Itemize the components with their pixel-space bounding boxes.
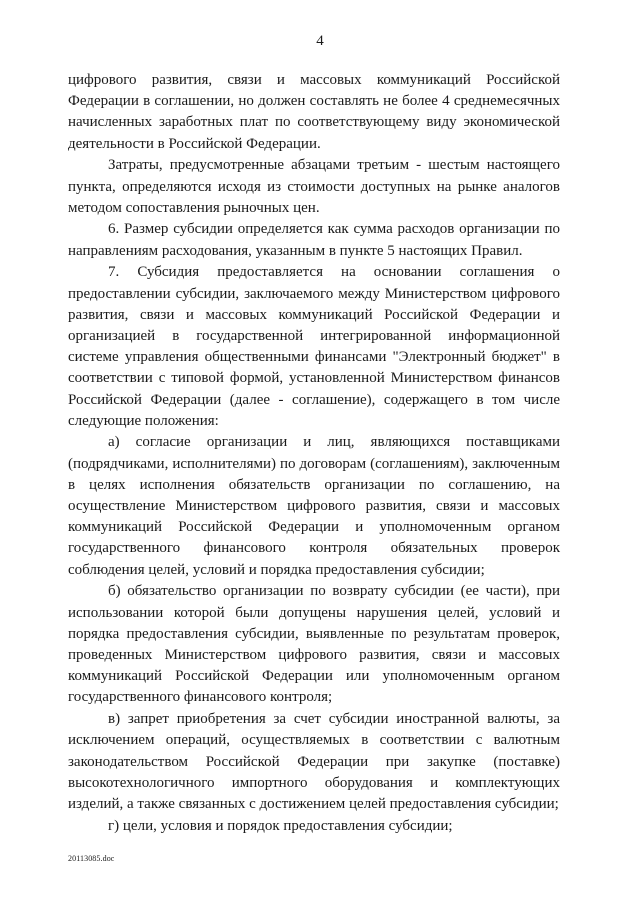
- paragraph-item-7: 7. Субсидия предоставляется на основании соглашения о предоставлении субсидии, заключаемого между Министерством цифрового развития, связи и массовых коммуникаций Российской Федерации и организацией в государственной интегрированной информационной системе управления общественными финансами "Электронный бюджет" в соответствии с типовой формой, установленной Министерством финансов Российской Федерации (далее - соглашение), содержащего в том числе следующие положения:: [68, 264, 560, 429]
- paragraph-costs: Затраты, предусмотренные абзацами третьим - шестым настоящего пункта, определяются исходя из стоимости доступных на рынке аналогов методом сопоставления рыночных цен.: [68, 157, 560, 216]
- paragraph-subitem-v: в) запрет приобретения за счет субсидии иностранной валюты, за исключением операций, осуществляемых в соответствии с валютным законодательством Российской Федерации при закупке (поставке) высокотехнологичного импортного оборудования и комплектующих изделий, а также связанных с достижением целей предоставления субсидии;: [68, 711, 560, 812]
- paragraph-subitem-b: б) обязательство организации по возврату субсидии (ее части), при использовании которой были допущены нарушения целей, условий и порядка предоставления субсидии, выявленные по результатам проверок, проведенных Министерством цифрового развития, связи и массовых коммуникаций Российской Федерации или уполномоченным органом государственного финансового контроля;: [68, 583, 560, 706]
- paragraph-item-6: 6. Размер субсидии определяется как сумма расходов организации по направлениям расходования, указанным в пункте 5 настоящих Правил.: [68, 221, 560, 259]
- page-number: 4: [316, 33, 324, 49]
- file-name-footer: 20113085.doc: [68, 854, 115, 863]
- paragraph-subitem-g: г) цели, условия и порядок предоставления субсидии;: [108, 817, 453, 834]
- paragraph-continuation: цифрового развития, связи и массовых коммуникаций Российской Федерации в соглашении, но должен составлять не более 4 среднемесячных начисленных заработных плат по соответствующему виду экономической деятельности в Российской Федерации.: [68, 72, 560, 152]
- document-body: [68, 70, 560, 837]
- paragraph-subitem-a: а) согласие организации и лиц, являющихся поставщиками (подрядчиками, исполнителями) по договорам (соглашениям), заключенным в целях исполнения обязательств организации по соглашению, на осуществление Министерством цифрового развития, связи и массовых коммуникаций Российской Федерации и уполномоченным органом государственного финансового контроля обязательных проверок соблюдения целей, условий и порядка предоставления субсидии;: [68, 434, 560, 578]
